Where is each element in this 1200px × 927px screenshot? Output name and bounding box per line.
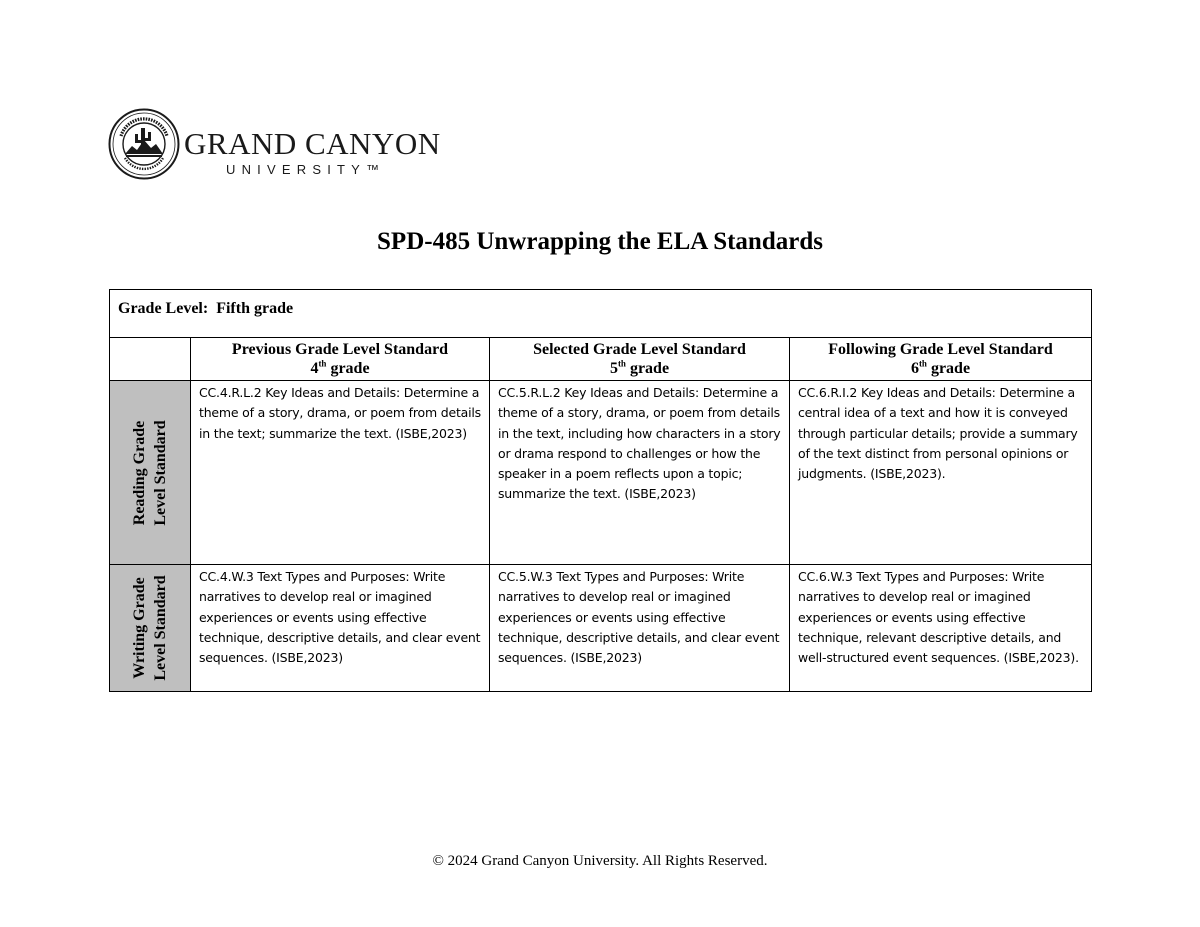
writing-previous-standard: CC.4.W.3 Text Types and Purposes: Write narratives to develop real or imagined experiences or events using effective technique, descriptive details, and clear event sequences. (ISBE,2023)	[191, 565, 490, 692]
reading-selected-standard: CC.5.R.L.2 Key Ideas and Details: Determine a theme of a story, drama, or poem from details in the text, including how characters in a story or drama respond to challenges or how the speaker in a poem reflects upon a topic; summarize the text. (ISBE,2023)	[490, 381, 790, 565]
row-label-line: Reading Grade	[131, 420, 148, 525]
grade-level-row	[110, 290, 1092, 338]
row-label-line: Level Standard	[152, 419, 169, 526]
reading-following-standard: CC.6.R.I.2 Key Ideas and Details: Determine a central idea of a text and how it is conveyed through particular details; provide a summary of the text distinct from personal opinions or judgments. (ISBE,2023).	[790, 381, 1092, 565]
row-label-line: Writing Grade	[131, 577, 148, 679]
column-header-selected	[490, 338, 790, 381]
writing-selected-standard: CC.5.W.3 Text Types and Purposes: Write narratives to develop real or imagined experiences or events using effective technique, descriptive details, and clear event sequences. (ISBE,2023)	[490, 565, 790, 692]
university-logo	[108, 108, 441, 180]
row-label-reading	[110, 381, 191, 565]
copyright-footer: © 2024 Grand Canyon University. All Rights Reserved.	[432, 853, 768, 869]
document-title: SPD-485 Unwrapping the ELA Standards	[377, 228, 823, 255]
writing-following-standard: CC.6.W.3 Text Types and Purposes: Write narratives to develop real or imagined experiences or events using effective technique, relevant descriptive details, and well-structured event sequences. (ISBE,2023).	[790, 565, 1092, 692]
column-grade: 4th grade	[310, 358, 370, 377]
university-seal-icon	[108, 108, 180, 180]
logo-name-line2: UNIVERSITY™	[226, 162, 386, 177]
column-heading: Selected Grade Level Standard	[533, 341, 746, 358]
grade-level-value: Fifth grade	[216, 300, 294, 317]
grade-level-cell	[110, 290, 1092, 338]
column-heading: Following Grade Level Standard	[828, 341, 1053, 358]
header-row	[110, 338, 1092, 381]
column-grade: 5th grade	[609, 358, 670, 377]
writing-standard-row	[110, 565, 1092, 692]
header-empty-cell	[110, 338, 191, 381]
reading-standard-row	[110, 381, 1092, 565]
logo-name-line1: GRAND CANYON	[184, 126, 441, 161]
standards-table	[109, 289, 1092, 692]
reading-previous-standard: CC.4.R.L.2 Key Ideas and Details: Determine a theme of a story, drama, or poem from details in the text; summarize the text. (ISBE,2023)	[191, 381, 490, 565]
column-grade: 6th grade	[910, 358, 971, 377]
column-header-following	[790, 338, 1092, 381]
row-label-line: Level Standard	[152, 575, 169, 681]
grade-level-label: Grade Level:	[118, 300, 209, 317]
column-heading: Previous Grade Level Standard	[231, 341, 449, 358]
column-header-previous	[191, 338, 490, 381]
row-label-writing	[110, 565, 191, 692]
